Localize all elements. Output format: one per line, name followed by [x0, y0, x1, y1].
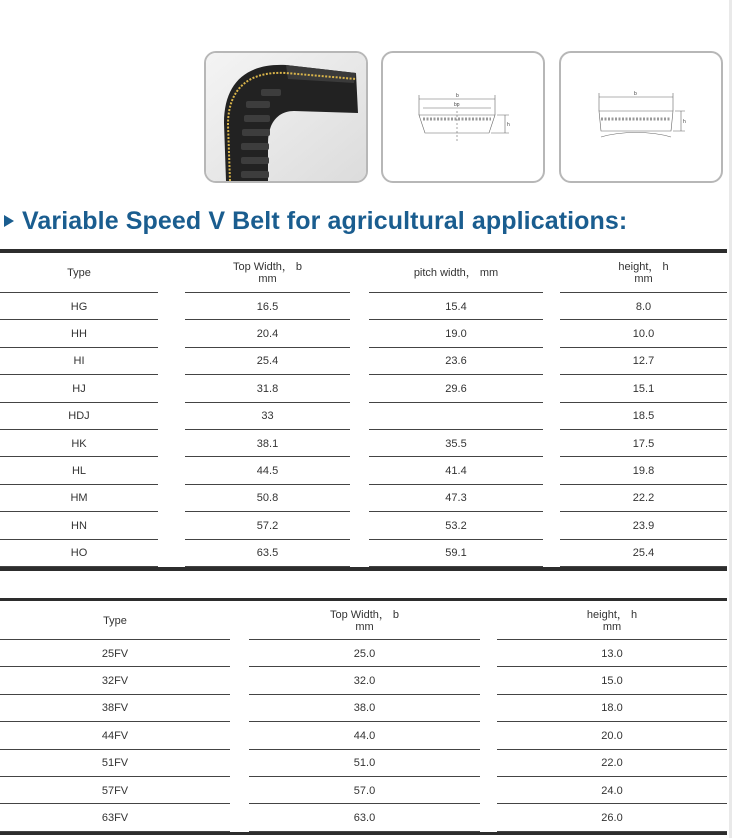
table-cell: 50.8 — [185, 485, 350, 512]
table-cell: 57.0 — [249, 777, 480, 804]
triangle-bullet-icon — [4, 215, 14, 227]
table-cell: 44.0 — [249, 722, 480, 749]
table-row — [0, 750, 727, 777]
table-cell: HN — [0, 512, 158, 539]
table-cell: 20.0 — [497, 722, 727, 749]
table-cell: 18.5 — [560, 403, 727, 430]
banded-belt-diagram-image — [561, 53, 721, 181]
diagram-label-bp: bp — [454, 102, 460, 108]
table-cell: 17.5 — [560, 430, 727, 457]
table-cell: 15.1 — [560, 375, 727, 402]
table-cell: 44.5 — [185, 457, 350, 484]
table-row — [0, 722, 727, 749]
table-cell: 32.0 — [249, 667, 480, 694]
table-cell: 47.3 — [369, 485, 543, 512]
table-cell: 32FV — [0, 667, 230, 694]
table-row — [0, 485, 727, 512]
table-cell: HJ — [0, 375, 158, 402]
table-cell: 53.2 — [369, 512, 543, 539]
table-cell: 31.8 — [185, 375, 350, 402]
table-cell: HK — [0, 430, 158, 457]
table-cell: 51FV — [0, 750, 230, 777]
table-cell: 25FV — [0, 640, 230, 667]
table-row — [0, 512, 727, 539]
table-row — [0, 293, 727, 320]
table-cell: 23.9 — [560, 512, 727, 539]
table-cell: 35.5 — [369, 430, 543, 457]
table-cell: 41.4 — [369, 457, 543, 484]
table-cell: HM — [0, 485, 158, 512]
banded-belt-diagram — [559, 51, 723, 183]
table-row — [0, 403, 727, 430]
table-cell: 63.5 — [185, 540, 350, 567]
table-cell: HI — [0, 348, 158, 375]
table-bottom-rule — [0, 567, 727, 571]
table-cell: 25.0 — [249, 640, 480, 667]
table-cell: 20.4 — [185, 320, 350, 347]
table-cell — [369, 403, 543, 430]
table-cell: 25.4 — [560, 540, 727, 567]
table-row — [0, 457, 727, 484]
header-type: Type — [0, 253, 158, 293]
diagram3-label-b: b — [634, 91, 637, 97]
table-cell: 8.0 — [560, 293, 727, 320]
header-type: Type — [0, 601, 230, 640]
belt-cross-section-diagram — [381, 51, 545, 183]
table-cell: 22.0 — [497, 750, 727, 777]
table-row — [0, 695, 727, 722]
table-cell: 38.0 — [249, 695, 480, 722]
table-bottom-rule — [0, 832, 727, 835]
variable-speed-belt-table — [0, 249, 727, 571]
v-belt-photo-image — [206, 53, 366, 181]
fv-belt-table — [0, 598, 727, 835]
table-cell: 51.0 — [249, 750, 480, 777]
table-cell: HH — [0, 320, 158, 347]
table-row — [0, 640, 727, 667]
section-title: Variable Speed V Belt for agricultural applications: — [22, 206, 628, 235]
table-row — [0, 430, 727, 457]
table-cell: 22.2 — [560, 485, 727, 512]
table-header-row — [0, 601, 727, 640]
table-cell: HDJ — [0, 403, 158, 430]
table-cell: 10.0 — [560, 320, 727, 347]
table-cell: 38.1 — [185, 430, 350, 457]
table-cell: 15.0 — [497, 667, 727, 694]
table-cell: HO — [0, 540, 158, 567]
section-heading — [4, 203, 627, 239]
table-cell: 63FV — [0, 804, 230, 831]
table-cell: 24.0 — [497, 777, 727, 804]
diagram-label-b: b — [456, 93, 459, 99]
table-cell: 12.7 — [560, 348, 727, 375]
table-cell: 19.0 — [369, 320, 543, 347]
table-cell: 25.4 — [185, 348, 350, 375]
table-cell: 13.0 — [497, 640, 727, 667]
table-cell: 19.8 — [560, 457, 727, 484]
cross-section-diagram-image — [383, 53, 543, 181]
table-cell: 59.1 — [369, 540, 543, 567]
table-row — [0, 667, 727, 694]
table-cell: HG — [0, 293, 158, 320]
header-height: height， h mm — [497, 601, 727, 640]
table-row — [0, 320, 727, 347]
header-pitch-width: pitch width， mm — [369, 253, 543, 293]
table-row — [0, 777, 727, 804]
table-cell: 57FV — [0, 777, 230, 804]
belt-photo — [204, 51, 368, 183]
header-top-width: Top Width， b mm — [249, 601, 480, 640]
table-cell: 18.0 — [497, 695, 727, 722]
header-height: height， h mm — [560, 253, 727, 293]
table-cell: 33 — [185, 403, 350, 430]
table-row — [0, 540, 727, 567]
header-top-width: Top Width， b mm — [185, 253, 350, 293]
table-cell: 29.6 — [369, 375, 543, 402]
table-row — [0, 804, 727, 831]
table-cell: 26.0 — [497, 804, 727, 831]
table-row — [0, 348, 727, 375]
table-cell: 44FV — [0, 722, 230, 749]
table-cell: HL — [0, 457, 158, 484]
table-cell: 57.2 — [185, 512, 350, 539]
table-row — [0, 375, 727, 402]
diagram-label-h: h — [507, 122, 510, 128]
table-cell: 15.4 — [369, 293, 543, 320]
table-header-row — [0, 253, 727, 293]
table-cell: 16.5 — [185, 293, 350, 320]
table-cell: 23.6 — [369, 348, 543, 375]
table-cell: 38FV — [0, 695, 230, 722]
table-cell: 63.0 — [249, 804, 480, 831]
diagram3-label-h: h — [683, 119, 686, 125]
